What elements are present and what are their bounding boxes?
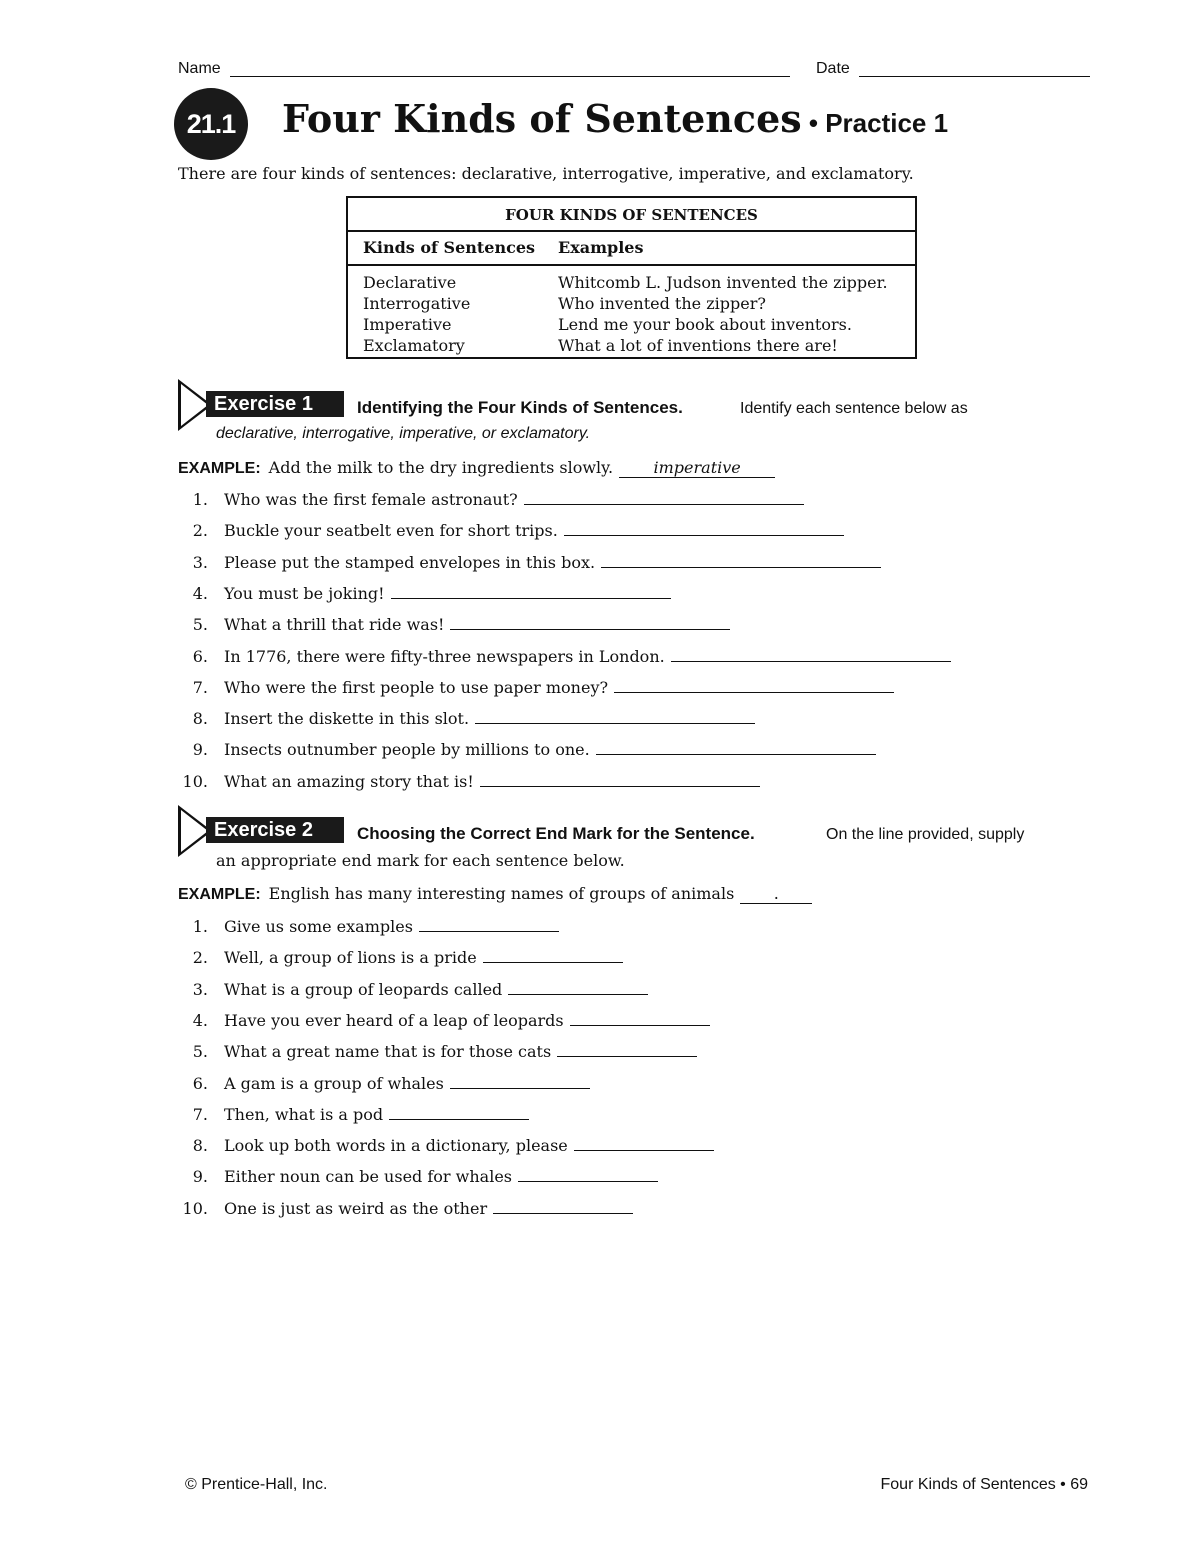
- name-label: Name: [178, 60, 221, 77]
- item-text: What an amazing story that is!: [224, 771, 474, 791]
- item-number: 4.: [192, 583, 208, 603]
- list-item: [178, 740, 876, 762]
- table-row: [348, 335, 915, 356]
- answer-blank[interactable]: [475, 709, 755, 724]
- table-row: [348, 293, 915, 314]
- item-number: 10.: [182, 1198, 208, 1218]
- item-number: 6.: [192, 1073, 208, 1093]
- list-item: [178, 615, 730, 637]
- example-label: EXAMPLE:: [178, 460, 261, 477]
- exercise2-example: [178, 884, 812, 904]
- answer-blank[interactable]: [601, 553, 881, 568]
- header-kinds: Kinds of Sentences: [363, 238, 536, 257]
- item-number: 2.: [192, 521, 208, 541]
- table-cell-example: Lend me your book about inventors.: [558, 315, 852, 334]
- item-text: Insert the diskette in this slot.: [224, 709, 470, 729]
- item-text: A gam is a group of whales: [224, 1073, 444, 1093]
- item-text: You must be joking!: [224, 583, 385, 603]
- title-subtitle: • Practice 1: [801, 108, 949, 138]
- exercise1-instruction-cont: declarative, interrogative, imperative, or exclamatory.: [216, 425, 591, 442]
- example-label: EXAMPLE:: [178, 886, 261, 903]
- reference-table: [346, 196, 917, 359]
- table-title: FOUR KINDS OF SENTENCES: [348, 198, 915, 232]
- exercise2-label: Exercise 2: [206, 817, 344, 843]
- date-label: Date: [816, 60, 850, 77]
- list-item: [178, 553, 881, 575]
- item-text: Who were the first people to use paper money?: [224, 677, 609, 697]
- table-cell-example: Who invented the zipper?: [558, 294, 766, 313]
- item-text: Either noun can be used for whales: [224, 1167, 512, 1187]
- item-number: 1.: [192, 490, 208, 509]
- item-text: Insects outnumber people by millions to one.: [224, 740, 590, 760]
- answer-blank[interactable]: [596, 740, 876, 755]
- list-item: [178, 1105, 529, 1127]
- footer-copyright: © Prentice-Hall, Inc.: [185, 1476, 328, 1493]
- answer-blank[interactable]: [391, 584, 671, 599]
- item-number: 5.: [192, 1042, 208, 1062]
- answer-blank[interactable]: [493, 1199, 633, 1214]
- answer-blank[interactable]: [614, 678, 894, 693]
- item-text: Give us some examples: [224, 917, 413, 936]
- exercise1-heading: Identifying the Four Kinds of Sentences.: [357, 398, 683, 417]
- list-item: [178, 1011, 710, 1033]
- item-number: 8.: [192, 709, 208, 729]
- list-item: [178, 584, 671, 606]
- list-item: [178, 678, 894, 700]
- answer-blank[interactable]: [508, 980, 648, 995]
- item-number: 8.: [192, 1136, 208, 1156]
- item-text: Have you ever heard of a leap of leopards: [224, 1010, 564, 1030]
- table-cell-kind: Imperative: [363, 315, 452, 334]
- list-item: [178, 917, 559, 939]
- answer-blank[interactable]: [524, 490, 804, 505]
- table-cell-kind: Declarative: [363, 273, 457, 292]
- item-text: What a great name that is for those cats: [224, 1042, 552, 1062]
- item-number: 7.: [192, 677, 208, 697]
- item-text: Look up both words in a dictionary, please: [224, 1136, 568, 1156]
- exercise1-instruction: Identify each sentence below as: [740, 400, 968, 417]
- item-number: 6.: [192, 646, 208, 666]
- item-number: 1.: [192, 917, 208, 936]
- example-text: Add the milk to the dry ingredients slowly.: [268, 458, 614, 477]
- item-text: Buckle your seatbelt even for short trips.: [224, 521, 558, 541]
- example-answer: .: [740, 884, 812, 904]
- list-item: [178, 1136, 714, 1158]
- item-number: 9.: [192, 1167, 208, 1187]
- answer-blank[interactable]: [671, 647, 951, 662]
- header-row: [178, 60, 1090, 80]
- table-row: [348, 314, 915, 335]
- item-text: One is just as weird as the other: [224, 1198, 488, 1218]
- list-item: [178, 490, 804, 512]
- list-item: [178, 1199, 633, 1221]
- list-item: [178, 980, 648, 1002]
- answer-blank[interactable]: [574, 1136, 714, 1151]
- title-text: Four Kinds of Sentences: [282, 96, 802, 141]
- example-text: English has many interesting names of groups of animals: [268, 884, 735, 903]
- list-item: [178, 1167, 658, 1189]
- intro-text: There are four kinds of sentences: declarative, interrogative, imperative, and exclamatory.: [178, 164, 914, 183]
- list-item: [178, 521, 844, 543]
- table-cell-example: What a lot of inventions there are!: [558, 336, 838, 355]
- example-answer: imperative: [619, 458, 775, 478]
- list-item: [178, 709, 755, 731]
- item-number: 5.: [192, 615, 208, 635]
- header-examples: Examples: [558, 238, 644, 257]
- answer-blank[interactable]: [557, 1042, 697, 1057]
- answer-blank[interactable]: [570, 1011, 710, 1026]
- answer-blank[interactable]: [419, 917, 559, 932]
- table-cell-kind: Exclamatory: [363, 336, 465, 355]
- list-item: [178, 1042, 697, 1064]
- item-number: 3.: [192, 979, 208, 999]
- item-text: Who was the first female astronaut?: [224, 490, 518, 509]
- exercise2-instruction: On the line provided, supply: [826, 826, 1025, 843]
- answer-blank[interactable]: [518, 1167, 658, 1182]
- table-row: [348, 272, 915, 293]
- answer-blank[interactable]: [564, 521, 844, 536]
- exercise1-example: [178, 458, 775, 478]
- item-number: 9.: [192, 740, 208, 760]
- answer-blank[interactable]: [450, 1074, 590, 1089]
- list-item: [178, 1074, 590, 1096]
- name-line[interactable]: [230, 76, 790, 77]
- exercise2-heading: Choosing the Correct End Mark for the Sentence.: [357, 824, 755, 843]
- item-number: 2.: [192, 948, 208, 968]
- exercise1-label: Exercise 1: [206, 391, 344, 417]
- item-number: 3.: [192, 552, 208, 572]
- item-number: 10.: [182, 771, 208, 791]
- list-item: [178, 772, 760, 794]
- table-cell-example: Whitcomb L. Judson invented the zipper.: [558, 273, 888, 292]
- item-text: Well, a group of lions is a pride: [224, 948, 477, 968]
- lesson-number-badge: 21.1: [174, 88, 248, 160]
- list-item: [178, 948, 623, 970]
- item-number: 4.: [192, 1010, 208, 1030]
- item-text: Then, what is a pod: [224, 1104, 384, 1124]
- date-line[interactable]: [859, 76, 1090, 77]
- table-body: [348, 266, 915, 356]
- page-title: [282, 96, 948, 141]
- table-cell-kind: Interrogative: [363, 294, 471, 313]
- answer-blank[interactable]: [480, 772, 760, 787]
- answer-blank[interactable]: [450, 615, 730, 630]
- item-number: 7.: [192, 1104, 208, 1124]
- exercise2-instruction-cont: an appropriate end mark for each sentence below.: [216, 851, 625, 870]
- table-header: [348, 232, 915, 266]
- item-text: In 1776, there were fifty-three newspapers in London.: [224, 646, 665, 666]
- list-item: [178, 647, 951, 669]
- item-text: What a thrill that ride was!: [224, 615, 445, 635]
- item-text: What is a group of leopards called: [224, 979, 503, 999]
- answer-blank[interactable]: [389, 1105, 529, 1120]
- answer-blank[interactable]: [483, 948, 623, 963]
- item-text: Please put the stamped envelopes in this box.: [224, 552, 596, 572]
- footer-page-info: Four Kinds of Sentences • 69: [880, 1476, 1088, 1493]
